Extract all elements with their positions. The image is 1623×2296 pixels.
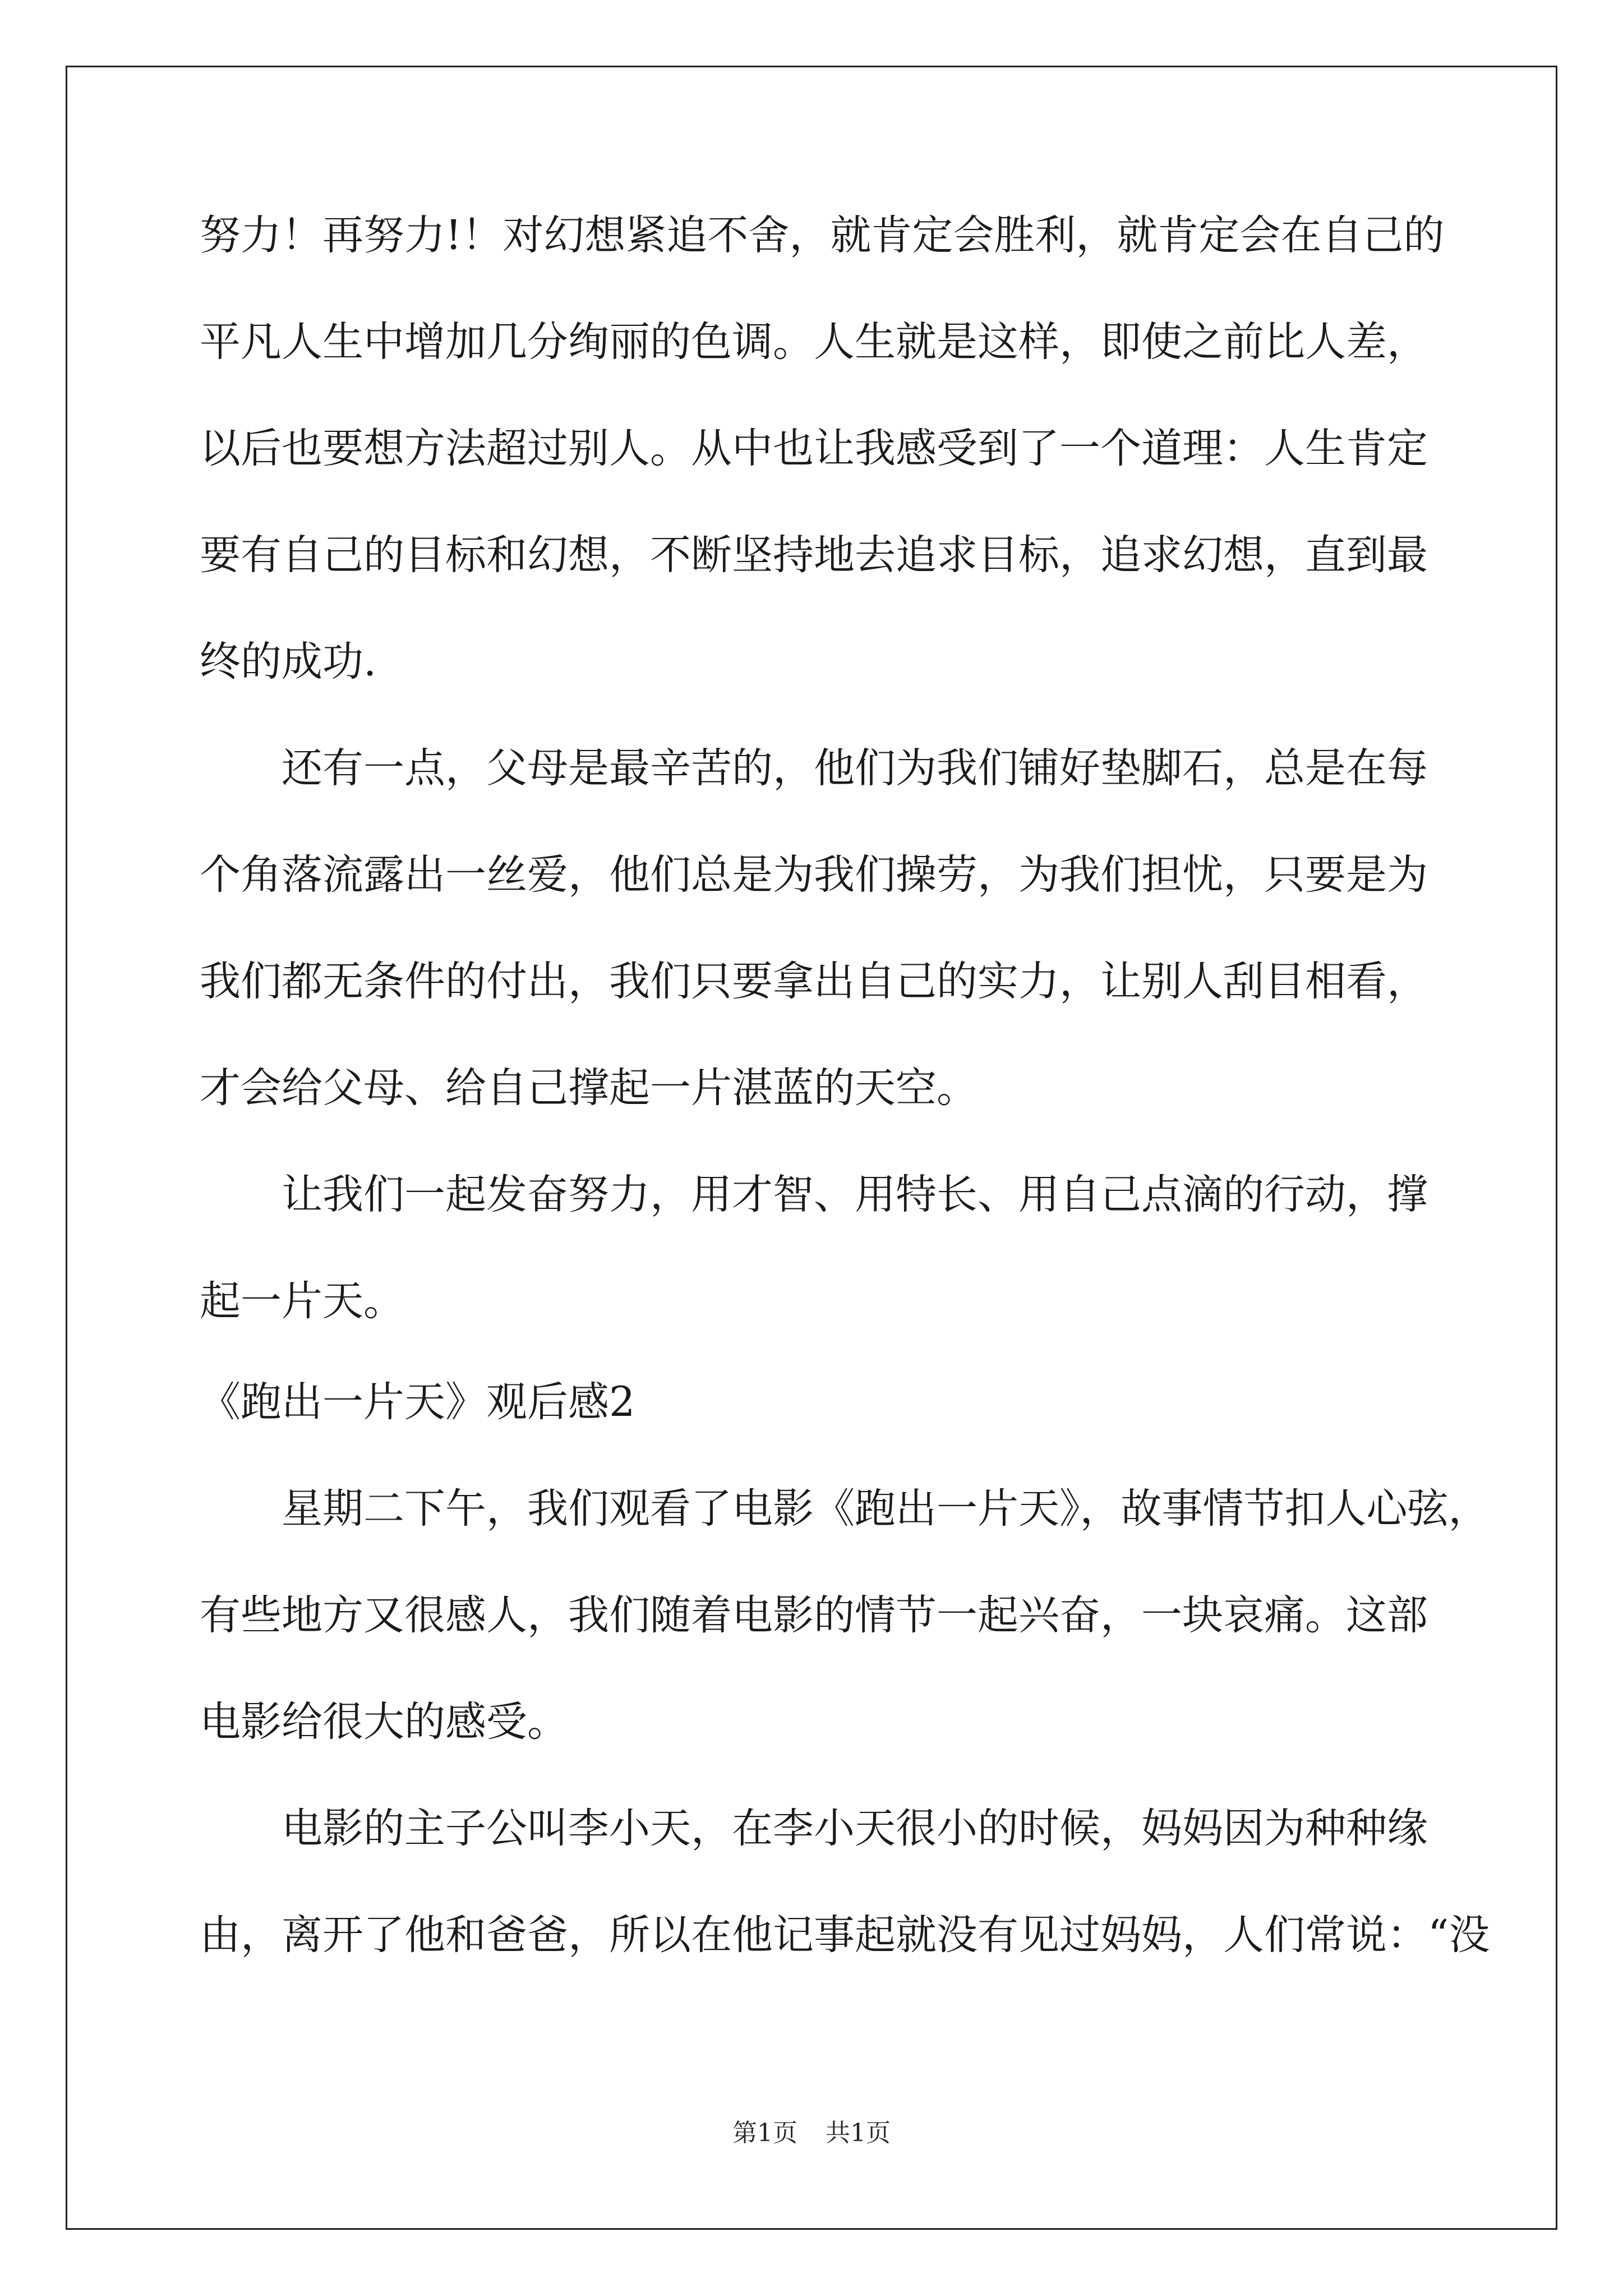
- paragraph-first-line: 还有一点，父母是最辛苦的，他们为我们铺好垫脚石，总是在每: [282, 744, 1428, 792]
- text-line: 努力！再努力!！对幻想紧追不舍，就肯定会胜利，就肯定会在自己的: [200, 211, 1445, 259]
- text-line: 要有自己的目标和幻想，不断坚持地去追求目标，追求幻想，直到最: [200, 531, 1428, 579]
- text-line: 个角落流露出一丝爱，他们总是为我们操劳，为我们担忧，只要是为: [200, 851, 1428, 899]
- text-line: 起一片天。: [200, 1277, 404, 1325]
- text-line: 由，离开了他和爸爸，所以在他记事起就没有见过妈妈，人们常说：“没: [200, 1911, 1490, 1959]
- text-line: 我们都无条件的付出，我们只要拿出自己的实力，让别人刮目相看，: [200, 958, 1428, 1005]
- section-heading: 《跑出一片天》观后感2: [200, 1378, 635, 1426]
- text-line: 以后也要想方法超过别人。从中也让我感受到了一个道理：人生肯定: [200, 425, 1428, 472]
- text-line: 电影给很大的感受。: [200, 1698, 568, 1746]
- text-line: 平凡人生中增加几分绚丽的色调。人生就是这样，即使之前比人差，: [200, 318, 1428, 366]
- text-line: 终的成功.: [200, 638, 377, 685]
- text-line: 有些地方又很感人，我们随着电影的情节一起兴奋，一块哀痛。这部: [200, 1591, 1428, 1639]
- paragraph-first-line: 星期二下午，我们观看了电影《跑出一片天》，故事情节扣人心弦，: [282, 1485, 1490, 1533]
- page-number: 第1页: [732, 2119, 797, 2147]
- paragraph-first-line: 让我们一起发奋努力，用才智、用特长、用自己点滴的行动，撑: [282, 1171, 1428, 1218]
- page-total: 共1页: [826, 2119, 891, 2147]
- paragraph-first-line: 电影的主子公叫李小天，在李小天很小的时候，妈妈因为种种缘: [282, 1805, 1428, 1852]
- text-line: 才会给父母、给自己撑起一片湛蓝的天空。: [200, 1064, 978, 1112]
- page-footer: [0, 2116, 1623, 2150]
